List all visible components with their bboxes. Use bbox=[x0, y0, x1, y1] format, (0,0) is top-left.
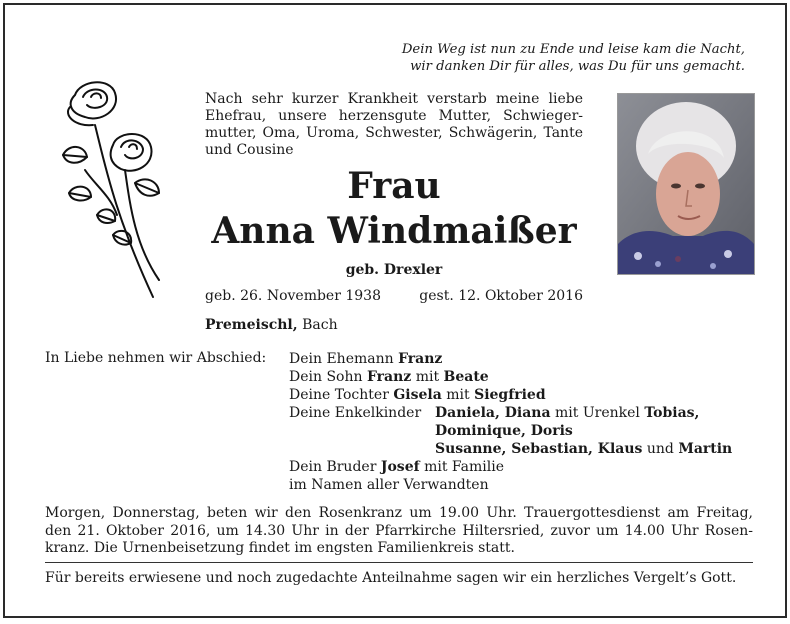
residence bbox=[205, 317, 338, 333]
rose-illustration bbox=[55, 75, 170, 303]
service-notice bbox=[45, 505, 753, 558]
motto-line: Dein Weg ist nun zu Ende und leise kam die Nacht, bbox=[401, 42, 745, 57]
family-relatives: im Namen aller Verwandten bbox=[289, 477, 489, 493]
family-daughter: Deine Tochter Gisela mit Siegfried bbox=[289, 387, 546, 403]
obituary-notice bbox=[3, 3, 787, 618]
family-grandchildren bbox=[289, 404, 732, 458]
intro-line: und Cousine bbox=[205, 142, 294, 158]
residence-district: Bach bbox=[297, 317, 338, 333]
intro-line: Nach sehr kurzer Krankheit verstarb meine liebe bbox=[205, 91, 583, 107]
motto-verse bbox=[325, 41, 745, 75]
grandchildren-label: Deine Enkelkinder bbox=[289, 405, 422, 421]
notice-line: den 21. Oktober 2016, um 14.30 Uhr in der Pfarrkirche Hiltersried, zuvor um 14.00 Uhr Rosen- bbox=[45, 522, 753, 539]
family-list bbox=[289, 350, 732, 494]
intro-text bbox=[205, 91, 583, 159]
motto-line: wir danken Dir für alles, was Du für uns gemacht. bbox=[410, 59, 745, 74]
notice-line: kranz. Die Urnenbeisetzung findet im engsten Familienkreis statt. bbox=[45, 540, 515, 556]
intro-line: Ehefrau, unsere herzensgute Mutter, Schwieger- bbox=[205, 108, 583, 124]
family-son: Dein Sohn Franz mit Beate bbox=[289, 369, 489, 385]
portrait-photo bbox=[617, 93, 755, 275]
notice-line: Morgen, Donnerstag, beten wir den Rosenkranz um 19.00 Uhr. Trauergottesdienst am Freitag, bbox=[45, 505, 753, 521]
divider bbox=[45, 562, 753, 563]
residence-town: Premeischl, bbox=[205, 317, 298, 333]
deceased-name: Anna Windmaißer bbox=[211, 210, 577, 252]
birth-date: geb. 26. November 1938 bbox=[205, 288, 381, 304]
family-brother: Dein Bruder Josef mit Familie bbox=[289, 459, 505, 475]
maiden-name: geb. Drexler bbox=[345, 262, 443, 278]
life-dates bbox=[205, 288, 583, 304]
thanks-line: Für bereits erwiesene und noch zugedachte Anteilnahme sagen wir ein herzliches Vergelt’s Gott. bbox=[45, 570, 737, 586]
farewell-label: In Liebe nehmen wir Abschied: bbox=[45, 350, 267, 366]
salutation: Frau bbox=[347, 165, 441, 207]
death-date: gest. 12. Oktober 2016 bbox=[419, 288, 583, 304]
grandchildren-names: Daniela, Diana mit Urenkel Tobias, Dominique, Doris Susanne, Sebastian, Klaus und Martin bbox=[435, 405, 733, 457]
family-husband: Dein Ehemann Franz bbox=[289, 351, 443, 367]
intro-line: mutter, Oma, Uroma, Schwester, Schwägerin, Tante bbox=[205, 125, 583, 141]
